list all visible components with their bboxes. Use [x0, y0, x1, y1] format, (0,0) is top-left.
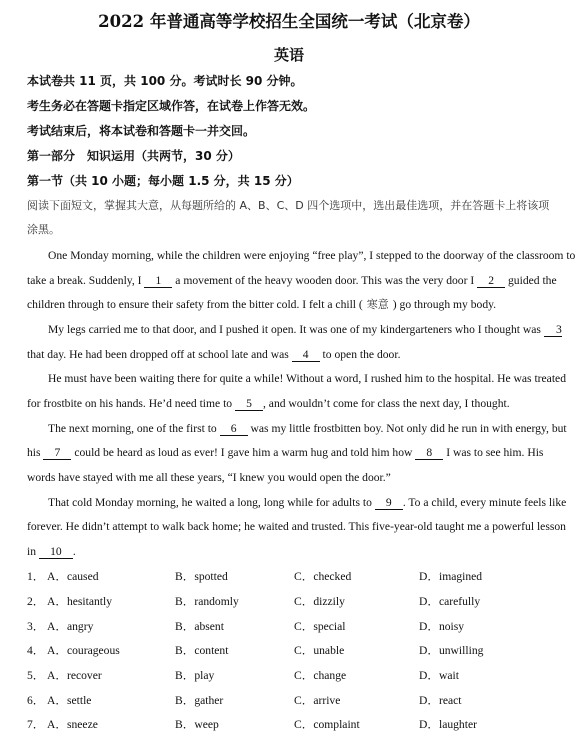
- blank-7[interactable]: 7: [43, 447, 71, 460]
- passage-line: [27, 520, 566, 534]
- option-b[interactable]: B．absent: [175, 620, 224, 633]
- option-b[interactable]: B．content: [175, 644, 229, 657]
- passage-text: , and wouldn’t come for class the next day, I thought.: [263, 397, 510, 410]
- passage-text: ) go through my body.: [392, 298, 497, 311]
- passage-line: [27, 348, 400, 362]
- option-c[interactable]: C．change: [294, 669, 347, 682]
- blank-6[interactable]: 6: [220, 423, 248, 436]
- passage-text: One Monday morning, while the children were enjoying “free play”, I stepped to the doorway of the classroom to: [48, 249, 576, 262]
- blank-9[interactable]: 9: [375, 497, 403, 510]
- passage-text: was my little frostbitten boy. Not only did he run in with energy, but: [247, 422, 567, 435]
- option-b[interactable]: B．gather: [175, 694, 224, 707]
- passage-text: guided the: [505, 274, 557, 287]
- exam-title: 2022 年普通高等学校招生全国统一考试（北京卷）: [98, 12, 480, 31]
- option-d[interactable]: D．noisy: [419, 620, 465, 633]
- question-number: 4．: [27, 644, 45, 657]
- blank-5[interactable]: 5: [235, 398, 263, 411]
- passage-text: . To a child, every minute feels like: [402, 496, 567, 509]
- option-b[interactable]: B．weep: [175, 718, 219, 731]
- chinese-gloss: 寒意: [366, 298, 389, 311]
- passage-line: [48, 372, 566, 386]
- option-a[interactable]: A．courageous: [47, 644, 120, 657]
- option-b[interactable]: B．randomly: [175, 595, 239, 608]
- option-a[interactable]: A．caused: [47, 570, 99, 583]
- option-c[interactable]: C．special: [294, 620, 346, 633]
- passage-text: My legs carried me to that door, and I pushed it open. It was one of my kindergarteners who I thought was: [48, 323, 544, 336]
- passage-text: I was to see him. His: [443, 446, 544, 459]
- passage-line: [27, 446, 543, 460]
- passage-line: [48, 249, 575, 263]
- option-d[interactable]: D．unwilling: [419, 644, 484, 657]
- question-number: 3．: [27, 620, 45, 633]
- part-heading: 第一部分 知识运用（共两节，30 分）: [27, 149, 240, 163]
- passage-text: could be heard as loud as ever! I gave him a warm hug and told him how: [71, 446, 416, 459]
- passage-line: [27, 397, 510, 411]
- instruction-line-2: 涂黑。: [27, 223, 60, 236]
- passage-text: that day. He had been dropped off at school late and was: [27, 348, 292, 361]
- instruction-line-1: 阅读下面短文，掌握其大意，从每题所给的 A、B、C、D 四个选项中，选出最佳选项，并在答题卡上将该项: [27, 199, 550, 212]
- question-number: 5．: [27, 669, 45, 682]
- passage-line: [27, 471, 391, 485]
- question-number: 1．: [27, 570, 45, 583]
- exam-note-1: 本试卷共 11 页，共 100 分。考试时长 90 分钟。: [27, 74, 303, 88]
- option-c[interactable]: C．dizzily: [294, 595, 345, 608]
- passage-text: That cold Monday morning, he waited a long, long while for adults to: [48, 496, 375, 509]
- blank-10[interactable]: 10: [39, 546, 73, 559]
- blank-2[interactable]: 2: [477, 275, 505, 288]
- passage-text: He must have been waiting there for quite a while! Without a word, I rushed him to the hospital. He was treated: [48, 372, 566, 385]
- passage-text: take a break. Suddenly, I: [27, 274, 145, 287]
- option-d[interactable]: D．react: [419, 694, 462, 707]
- blank-1[interactable]: 1: [144, 275, 172, 288]
- passage-text: in: [27, 545, 39, 558]
- passage-text: for frostbite on his hands. He’d need time to: [27, 397, 235, 410]
- option-b[interactable]: B．play: [175, 669, 215, 682]
- option-c[interactable]: C．complaint: [294, 718, 360, 731]
- passage-text: words have stayed with me all these years, “I knew you would open the door.”: [27, 471, 391, 484]
- passage-line: [48, 496, 566, 510]
- option-d[interactable]: D．imagined: [419, 570, 483, 583]
- option-a[interactable]: A．recover: [47, 669, 102, 682]
- subsection-heading: 第一节（共 10 小题；每小题 1.5 分，共 15 分）: [27, 174, 299, 188]
- option-a[interactable]: A．settle: [47, 694, 92, 707]
- option-d[interactable]: D．carefully: [419, 595, 481, 608]
- question-number: 7．: [27, 718, 45, 731]
- option-c[interactable]: C．arrive: [294, 694, 341, 707]
- passage-line: [27, 545, 76, 559]
- option-a[interactable]: A．sneeze: [47, 718, 98, 731]
- option-c[interactable]: C．unable: [294, 644, 345, 657]
- passage-text: children through to ensure their safety from the bitter cold. I felt a chill (: [27, 298, 363, 311]
- passage-line: [48, 422, 567, 436]
- blank-4[interactable]: 4: [292, 349, 320, 362]
- option-a[interactable]: A．hesitantly: [47, 595, 113, 608]
- option-b[interactable]: B．spotted: [175, 570, 228, 583]
- blank-3[interactable]: 3: [544, 324, 562, 337]
- option-c[interactable]: C．checked: [294, 570, 352, 583]
- question-number: 6．: [27, 694, 45, 707]
- passage-text: his: [27, 446, 44, 459]
- passage-text: a movement of the heavy wooden door. This was the very door I: [172, 274, 478, 287]
- passage-text: forever. He didn’t attempt to walk back home; he waited and trusted. This five-year-old taught me a powerful lesson: [27, 520, 566, 533]
- passage-text: to open the door.: [319, 348, 401, 361]
- exam-note-3: 考试结束后，将本试卷和答题卡一并交回。: [27, 124, 256, 138]
- subject-title: 英语: [273, 46, 304, 64]
- passage-line: [48, 323, 562, 337]
- passage-text: .: [72, 545, 76, 558]
- passage-line: [27, 298, 496, 312]
- option-d[interactable]: D．wait: [419, 669, 459, 682]
- passage-line: [27, 274, 557, 288]
- passage-text: The next morning, one of the first to: [48, 422, 220, 435]
- blank-8[interactable]: 8: [415, 447, 443, 460]
- option-d[interactable]: D．laughter: [419, 718, 477, 731]
- question-number: 2．: [27, 595, 45, 608]
- exam-note-2: 考生务必在答题卡指定区域作答，在试卷上作答无效。: [27, 99, 316, 113]
- option-a[interactable]: A．angry: [47, 620, 94, 633]
